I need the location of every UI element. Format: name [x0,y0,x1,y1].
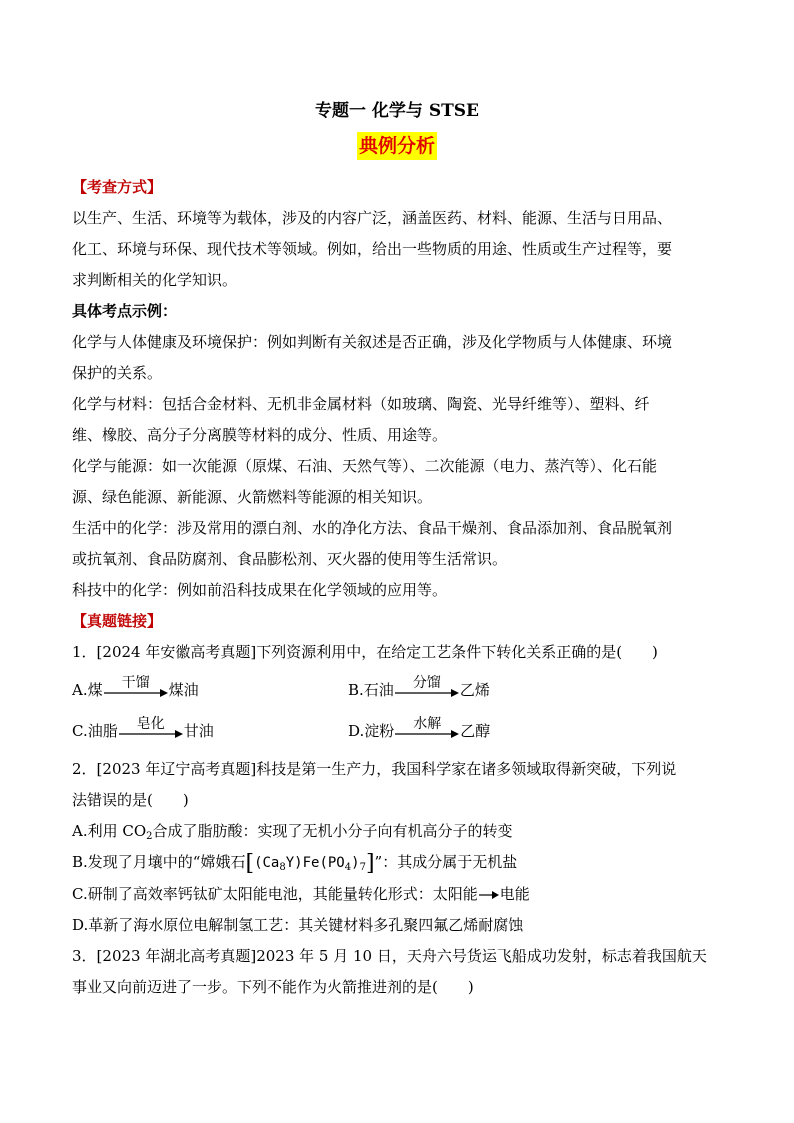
subscript: 4 [344,862,352,873]
option-label: C. [72,722,88,740]
page-subtitle: 典例分析 [357,132,437,160]
example-line: 化学与材料：包括合金材料、无机非金属材料（如玻璃、陶瓷、光导纤维等）、塑料、纤 [72,395,650,413]
intro-line: 以生产、生活、环境等为载体，涉及的内容广泛，涵盖医药、材料、能源、生活与日用品、 [72,209,673,227]
question-1-stem: 1．[2024 年安徽高考真题]下列资源利用中，在给定工艺条件下转化关系正确的是( ) [72,643,658,661]
product: 乙烯 [459,681,490,699]
example-line: 维、橡胶、高分子分离膜等材料的成分、性质、用途等。 [72,426,448,444]
right-arrow-icon [478,890,500,900]
reactant: 煤 [87,681,103,699]
question-2-stem: 2．[2023 年辽宁高考真题]科技是第一生产力，我国科学家在诸多领域取得新突破，下列说 [72,760,677,778]
question-2-stem: 法错误的是( ) [72,791,189,809]
example-line: 或抗氧剂、食品防腐剂、食品膨松剂、灭火器的使用等生活常识。 [72,550,508,568]
section-heading-real: 【真题链接】 [72,612,163,630]
subscript: 2 [146,831,153,842]
option-text: 合成了脂肪酸：实现了无机小分子向有机高分子的转变 [152,822,513,840]
q2-option-a [72,816,732,847]
example-line: 保护的关系。 [72,364,163,382]
reaction-arrow [119,716,183,743]
example-line: 生活中的化学：涉及常用的漂白剂、水的净化方法、食品干燥剂、食品添加剂、食品脱氧剂 [72,519,673,537]
example-line: 化学与人体健康及环境保护：例如判断有关叙述是否正确，涉及化学物质与人体健康、环境 [72,333,673,351]
option-text: B.发现了月壤中的“嫦娥石 [72,853,246,871]
reactant: 淀粉 [364,722,395,740]
example-line: 源、绿色能源、新能源、火箭燃料等能源的相关知识。 [72,488,433,506]
q2-option-c [72,879,732,910]
option-text: C.研制了高效率钙钛矿太阳能电池，其能量转化形式：太阳能 [72,885,478,903]
subtitle-wrap [0,132,794,160]
option-text: A.利用 CO [72,822,147,840]
q1-option-b [348,675,490,702]
page-title: 专题一 化学与 STSE [315,101,479,121]
section-heading-exam: 【考查方式】 [72,178,163,196]
right-bracket-icon: ] [365,851,375,876]
question-3-stem: 事业又向前迈进了一步。下列不能作为火箭推进剂的是( ) [72,978,474,996]
option-text: ”：其成分属于无机盐 [374,853,518,871]
arrow-icon [104,687,168,699]
subscript: 7 [359,862,366,873]
example-line: 化学与能源：如一次能源（原煤、石油、天然气等）、二次能源（电力、蒸汽等）、化石能 [72,457,658,475]
reaction-arrow [395,716,459,743]
formula-part: Y)Fe(PO [285,855,345,871]
question-3-stem: 3．[2023 年湖北高考真题]2023 年 5 月 10 日，天舟六号货运飞船成功发射，标志着我国航天 [72,947,707,965]
left-bracket-icon: [ [245,851,255,876]
reactant: 油脂 [87,722,118,740]
reaction-arrow [104,675,168,702]
product: 煤油 [168,681,199,699]
reactant: 石油 [363,681,394,699]
q2-option-b [72,847,732,879]
q1-option-d [348,716,491,743]
intro-line: 化工、环境与环保、现代技术等领域。例如，给出一些物质的用途、性质或生产过程等，要 [72,240,673,258]
q2-option-d: D.革新了海水原位电解制氢工艺：其关键材料多孔聚四氟乙烯耐腐蚀 [72,916,524,934]
option-label: D. [348,722,365,740]
option-text: 电能 [499,885,530,903]
formula-part: ) [351,855,360,871]
arrow-icon [119,728,183,740]
reaction-condition: 分馏 [412,675,441,691]
q1-option-a [72,675,199,702]
examples-heading: 具体考点示例： [72,302,178,320]
option-label: A. [72,681,88,699]
reaction-arrow [395,675,459,702]
arrow-icon [395,728,459,740]
arrow-icon [395,687,459,699]
option-label: B. [348,681,364,699]
product: 乙醇 [460,722,491,740]
subscript: 8 [279,862,286,873]
exam-method-section [72,172,732,668]
q1-option-c [72,716,214,743]
product: 甘油 [183,722,214,740]
question-2 [72,754,732,1003]
formula-part: (Ca [254,855,280,871]
reaction-condition: 皂化 [136,716,165,732]
reaction-condition: 水解 [413,716,442,732]
example-line: 科技中的化学：例如前沿科技成果在化学领域的应用等。 [72,581,448,599]
reaction-condition: 干馏 [121,675,150,691]
intro-line: 求判断相关的化学知识。 [72,271,238,289]
